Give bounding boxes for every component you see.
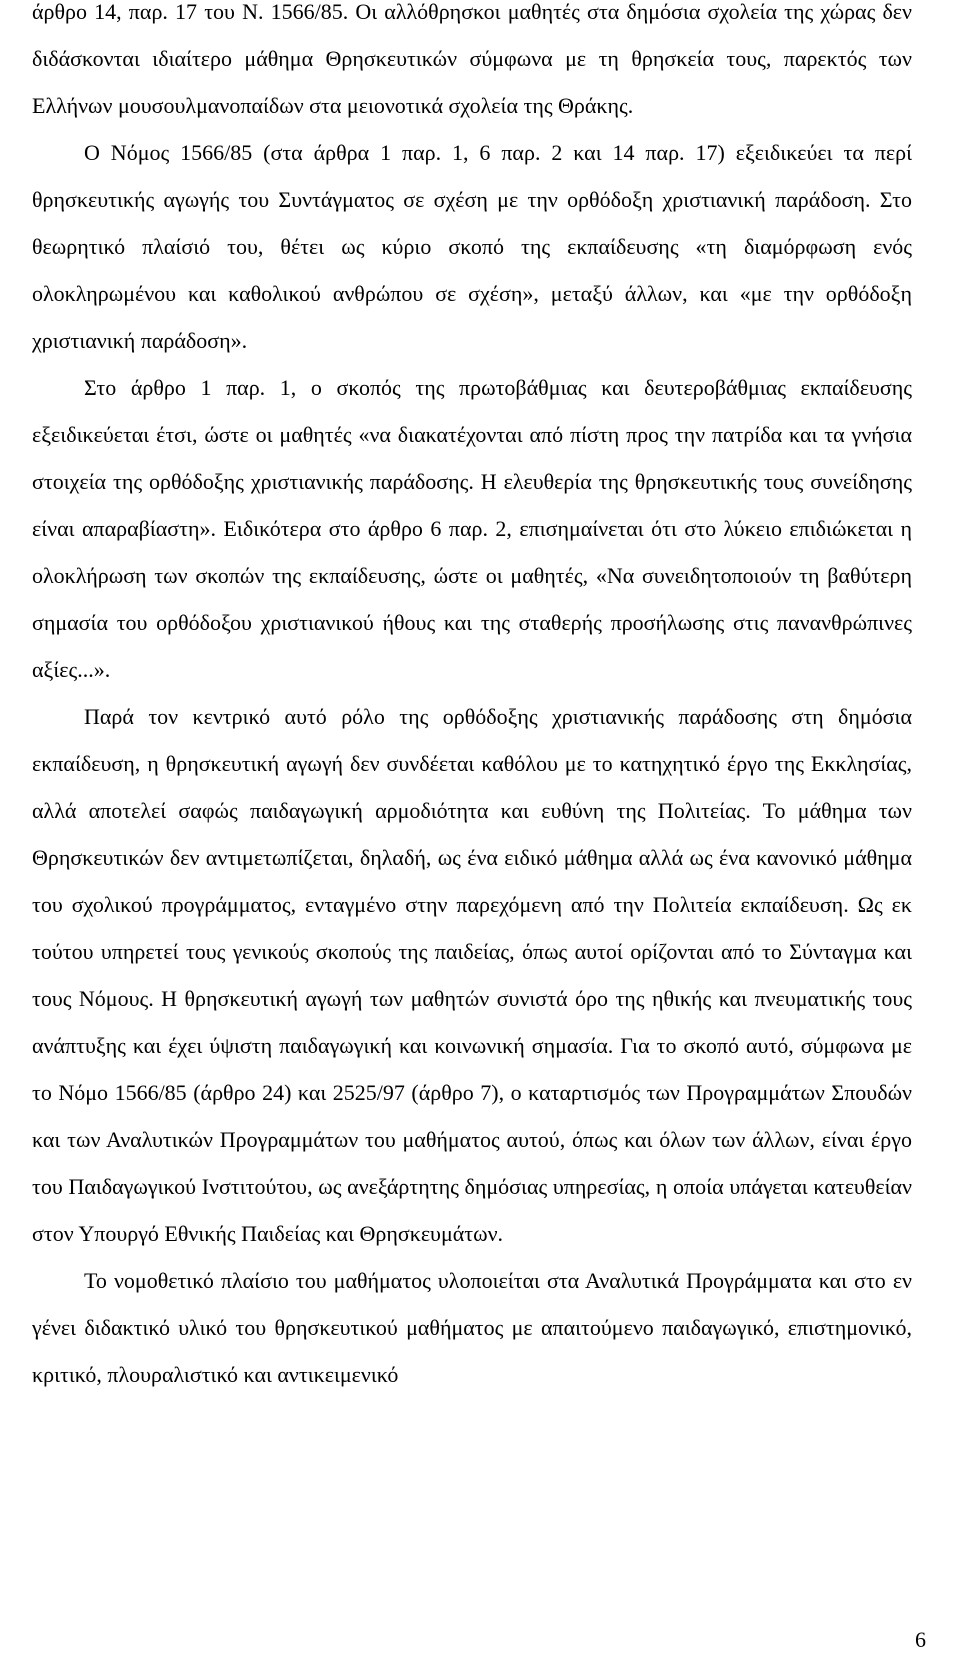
paragraph-3: Στο άρθρο 1 παρ. 1, ο σκοπός της πρωτοβάθμιας και δευτεροβάθμιας εκπαίδευσης εξειδικεύεται έτσι, ώστε οι μαθητές «να διακατέχονται από πίστη προς την πατρίδα και τα γνήσια στοιχεία της ορθόδοξης χριστιανικής παράδοσης. Η ελευθερία της θρησκευτικής τους συνείδησης είναι απαραβίαστη». Ειδικότερα στο άρθρο 6 παρ. 2, επισημαίνεται ότι στο λύκειο επιδιώκεται η ολοκλήρωση των σκοπών της εκπαίδευσης, ώστε οι μαθητές, «Να συνειδητοποιούν τη βαθύτερη σημασία του ορθόδοξου χριστιανικού ήθους και της σταθερής προσήλωσης στις πανανθρώπινες αξίες...». [32, 375, 912, 682]
paragraph-2: Ο Νόμος 1566/85 (στα άρθρα 1 παρ. 1, 6 παρ. 2 και 14 παρ. 17) εξειδικεύει τα περί θρησκευτικής αγωγής του Συντάγματος σε σχέση με την ορθόδοξη χριστιανική παράδοση. Στο θεωρητικό πλαίσιό του, θέτει ως κύριο σκοπό της εκπαίδευσης «τη διαμόρφωση ενός ολοκληρωμένου και καθολικού ανθρώπου σε σχέση», μεταξύ άλλων, και «με την ορθόδοξη χριστιανική παράδοση». [32, 140, 912, 353]
document-body [32, 0, 912, 1410]
paragraph-5: Το νομοθετικό πλαίσιο του μαθήματος υλοποιείται στα Αναλυτικά Προγράμματα και στο εν γένει διδακτικό υλικό του θρησκευτικού μαθήματος με απαιτούμενο παιδαγωγικό, επιστημονικό, κριτικό, πλουραλιστικό και αντικειμενικό [32, 1268, 912, 1387]
page-number: 6 [915, 1627, 926, 1652]
paragraph-1: άρθρο 14, παρ. 17 του Ν. 1566/85. Οι αλλόθρησκοι μαθητές στα δημόσια σχολεία της χώρας δεν διδάσκονται ιδιαίτερο μάθημα Θρησκευτικών σύμφωνα με τη θρησκεία τους, παρεκτός των Ελλήνων μουσουλμανοπαίδων στα μειονοτικά σχολεία της Θράκης. [32, 0, 912, 118]
paragraph-4: Παρά τον κεντρικό αυτό ρόλο της ορθόδοξης χριστιανικής παράδοσης στη δημόσια εκπαίδευση, η θρησκευτική αγωγή δεν συνδέεται καθόλου με το κατηχητικό έργο της Εκκλησίας, αλλά αποτελεί σαφώς παιδαγωγική αρμοδιότητα και ευθύνη της Πολιτείας. Το μάθημα των Θρησκευτικών δεν αντιμετωπίζεται, δηλαδή, ως ένα ειδικό μάθημα αλλά ως ένα κανονικό μάθημα του σχολικού προγράμματος, ενταγμένο στην παρεχόμενη από την Πολιτεία εκπαίδευση. Ως εκ τούτου υπηρετεί τους γενικούς σκοπούς της παιδείας, όπως αυτοί ορίζονται από το Σύνταγμα και τους Νόμους. Η θρησκευτική αγωγή των μαθητών συνιστά όρο της ηθικής και πνευματικής τους ανάπτυξης και έχει ύψιστη παιδαγωγική και κοινωνική σημασία. Για το σκοπό αυτό, σύμφωνα με το Νόμο 1566/85 (άρθρο 24) και 2525/97 (άρθρο 7), ο καταρτισμός των Προγραμμάτων Σπουδών και των Αναλυτικών Προγραμμάτων του μαθήματος αυτού, όπως και όλων των άλλων, είναι έργο του Παιδαγωγικού Ινστιτούτου, ως ανεξάρτητης δημόσιας υπηρεσίας, η οποία υπάγεται κατευθείαν στον Υπουργό Εθνικής Παιδείας και Θρησκευμάτων. [32, 704, 912, 1246]
